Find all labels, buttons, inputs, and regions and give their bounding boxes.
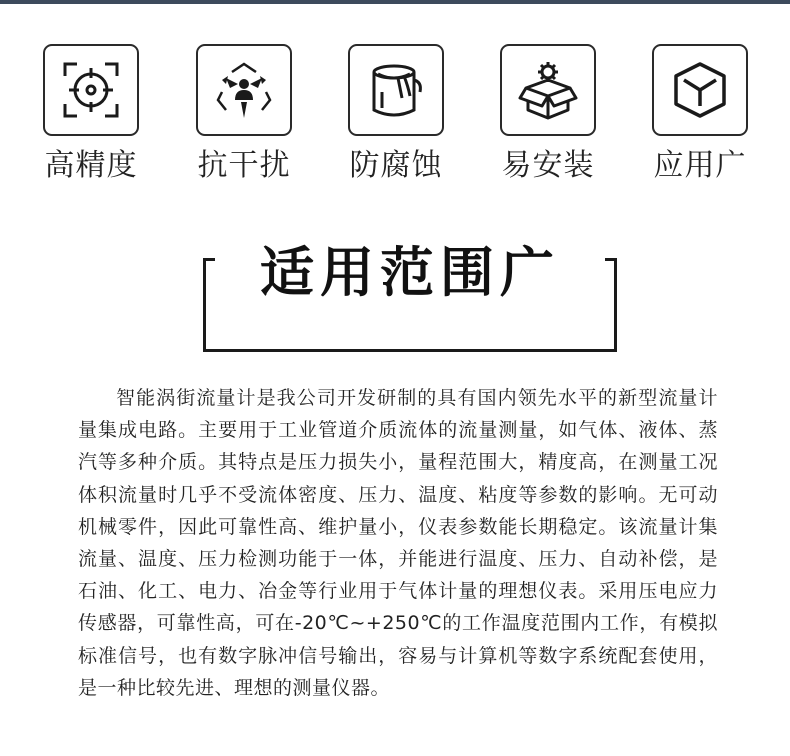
feature-label: 抗干扰 xyxy=(197,148,291,183)
feature-icon-box xyxy=(348,44,444,136)
target-icon xyxy=(59,58,123,122)
top-bar xyxy=(0,0,790,4)
feature-easy-install xyxy=(498,44,598,184)
feature-icon-box xyxy=(196,44,292,136)
feature-icon-box xyxy=(652,44,748,136)
cube-icon xyxy=(668,58,732,122)
section-title-text: 适用范围广 xyxy=(248,241,572,304)
description-paragraph: 智能涡街流量计是我公司开发研制的具有国内领先水平的新型流量计量集成电路。主要用于工业管道介质流体的流量测量，如气体、液体、蒸汽等多种介质。其特点是压力损失小，量程范围大，精度高，在测量工况体积流量时几乎不受流体密度、压力、温度、粘度等参数的影响。无可动机械零件，因此可靠性高、维护量小，仪表参数能长期稳定。该流量计集流量、温度、压力检测功能于一体，并能进行温度、压力、自动补偿，是石油、化工、电力、冶金等行业用于气体计量的理想仪表。采用压电应力传感器，可靠性高，可在-20℃~+250℃的工作温度范围内工作，有模拟标准信号，也有数字脉冲信号输出，容易与计算机等数字系统配套使用，是一种比较先进、理想的测量仪器。 xyxy=(78,387,718,699)
feature-icon-box xyxy=(500,44,596,136)
shield-person-icon xyxy=(212,58,276,122)
feature-wide-application xyxy=(650,44,750,184)
feature-anti-corrosion xyxy=(346,44,446,184)
feature-label: 防腐蚀 xyxy=(349,148,443,183)
feature-anti-interference xyxy=(194,44,294,184)
section-title xyxy=(203,238,617,308)
paint-bucket-icon xyxy=(364,58,428,122)
feature-icon-box xyxy=(43,44,139,136)
feature-label: 应用广 xyxy=(653,148,747,183)
box-gear-icon xyxy=(516,58,580,122)
feature-label: 高精度 xyxy=(44,148,138,183)
feature-label: 易安装 xyxy=(501,148,595,183)
feature-high-precision xyxy=(41,44,141,184)
